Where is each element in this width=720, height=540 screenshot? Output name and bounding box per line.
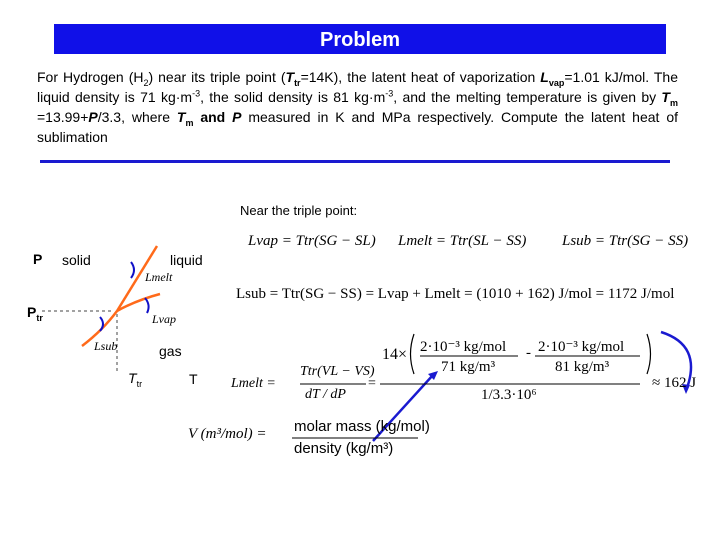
volume-denominator: density (kg/m³) [294,440,394,457]
frac1-denominator: 71 kg/m³ [441,359,496,375]
melt-tick [131,262,134,278]
banner-title: Problem [319,29,401,51]
volume-numerator: molar mass (kg/mol) [294,418,430,435]
ptr-label [27,304,43,323]
text-segment: =13.99+ [37,109,89,125]
solid-label: solid [62,252,91,268]
tm-subscript: m [185,117,194,128]
ttr-symbol: T [128,370,137,386]
lsub-label: Lsub [94,339,118,353]
big-denominator: 1/3.3·10⁶ [481,387,537,403]
eq-lmelt-den: dT / dP [305,387,346,402]
exponent: -3 [385,88,394,99]
text-segment: =14K), the latent heat of vaporization [300,69,541,85]
eq-lsub-result: Lsub = Ttr(SG − SS) = Lvap + Lmelt = (1010 + 162) J/mol = 1172 J/mol [236,286,675,302]
exponent: -3 [192,88,201,99]
eq-equals: = [368,376,376,391]
left-bracket [411,334,415,374]
ttr-label [128,370,142,389]
approx-result: ≈ 162 J [652,375,697,391]
lvap-symbol: L [540,69,549,85]
ptr-symbol: P [27,304,37,320]
liquid-label: liquid [170,252,203,268]
ptr-subscript: tr [36,312,43,323]
eq-lsub: Lsub = Ttr(SG − SS) [562,233,689,249]
sub-tick [100,317,103,331]
lvap-label: Lvap [152,312,176,326]
lmelt-label: Lmelt [145,270,173,284]
text-segment: For Hydrogen (H [37,69,144,85]
tm-symbol: T [661,89,670,105]
p-symbol: P [88,109,98,125]
text-segment: =1.01 kJ/mol. The liquid density is 71 kg·m [37,69,678,105]
text-segment: and [193,109,233,125]
text-segment: , and the melting temperature is given by [393,89,662,105]
ttr-symbol: T [285,69,295,85]
text-segment: ) near its triple point ( [148,69,286,85]
lvap-subscript: vap [548,77,565,88]
minus-sign: - [526,345,531,361]
coef-14: 14× [382,346,408,363]
text-segment: , the solid density is 81 kg·m [200,89,386,105]
near-triple-label: Near the triple point: [240,203,358,218]
text-segment: measured in K and MPa respectively. Compute the latent heat of sublimation [37,109,678,145]
axis-p-label: P [33,251,43,267]
ttr-subscript: tr [294,77,301,88]
axis-t-label: T [189,371,198,387]
frac2-denominator: 81 kg/m³ [555,359,610,375]
eq-lmelt-lhs: Lmelt = [231,376,276,391]
p-symbol: P [232,109,242,125]
eq-lvap: Lvap = Ttr(SG − SL) [248,233,376,249]
tm-symbol: T [176,109,186,125]
frac1-numerator: 2·10⁻³ kg/mol [420,339,507,355]
tm-subscript: m [669,97,678,108]
gas-label: gas [159,343,182,359]
volume-lhs: V (m³/mol) = [188,426,267,442]
text-segment: /3.3, where [97,109,177,125]
ttr-subscript: tr [136,378,143,389]
eq-lmelt-num: Ttr(VL − VS) [300,364,375,379]
eq-lmelt: Lmelt = Ttr(SL − SS) [398,233,527,249]
right-bracket [647,334,651,374]
frac2-numerator: 2·10⁻³ kg/mol [538,339,625,355]
h2-subscript: 2 [143,77,149,88]
vap-tick [145,298,149,313]
